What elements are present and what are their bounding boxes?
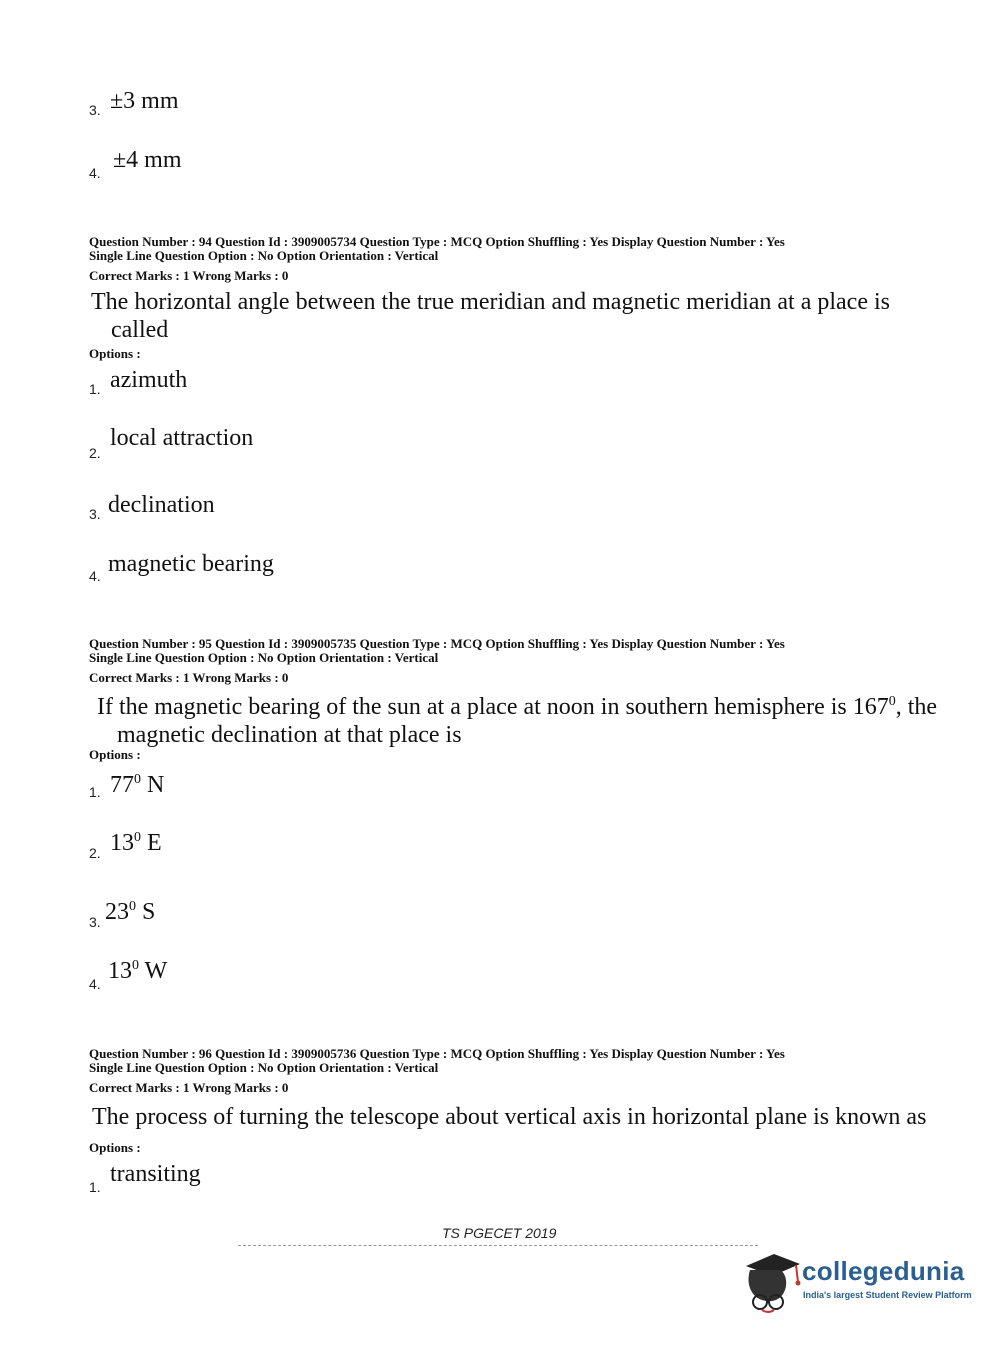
question-block-96 bbox=[89, 1047, 969, 1095]
question-meta: Single Line Question Option : No Option Orientation : Vertical bbox=[89, 650, 439, 665]
option-number: 3. bbox=[89, 914, 101, 930]
option-number: 3. bbox=[89, 102, 101, 118]
option-number: 3. bbox=[89, 506, 101, 522]
option-text: $23^0$ S bbox=[105, 899, 156, 925]
option-text: transiting bbox=[110, 1161, 201, 1187]
question-block-95 bbox=[89, 637, 969, 685]
option-number: 1. bbox=[89, 1179, 101, 1195]
logo-tagline: India's largest Student Review Platform bbox=[803, 1290, 972, 1300]
question-text bbox=[91, 288, 971, 344]
question-text-line: The process of turning the telescope about vertical axis in horizontal plane is known as bbox=[92, 1104, 927, 1130]
option-text: local attraction bbox=[110, 425, 254, 451]
footer-divider bbox=[238, 1245, 758, 1246]
option-number: 2. bbox=[89, 845, 101, 861]
question-block-94 bbox=[89, 235, 969, 283]
option-text: ±4 mm bbox=[113, 147, 182, 173]
question-text-line: The horizontal angle between the true meridian and magnetic meridian at a place is bbox=[91, 289, 890, 315]
option-number: 2. bbox=[89, 445, 101, 461]
question-meta: Single Line Question Option : No Option Orientation : Vertical bbox=[89, 1060, 439, 1075]
question-text bbox=[97, 688, 977, 749]
option-number: 1. bbox=[89, 381, 101, 397]
option-text: $13^0$ W bbox=[108, 958, 168, 984]
option-number: 1. bbox=[89, 784, 101, 800]
question-meta: Question Number : 94 Question Id : 3909005734 Question Type : MCQ Option Shuffling : Yes Display Question Number : Yes bbox=[89, 234, 785, 249]
question-marks: Correct Marks : 1 Wrong Marks : 0 bbox=[89, 268, 289, 283]
option-text: $13^0$ E bbox=[110, 830, 162, 856]
mascot-icon bbox=[740, 1248, 802, 1314]
question-meta: Question Number : 95 Question Id : 3909005735 Question Type : MCQ Option Shuffling : Yes Display Question Number : Yes bbox=[89, 636, 785, 651]
question-marks: Correct Marks : 1 Wrong Marks : 0 bbox=[89, 670, 289, 685]
question-text bbox=[92, 1103, 972, 1131]
options-label: Options : bbox=[89, 1140, 141, 1155]
options-label: Options : bbox=[89, 346, 141, 361]
footer-exam-name: TS PGECET 2019 bbox=[442, 1225, 557, 1241]
question-meta: Single Line Question Option : No Option Orientation : Vertical bbox=[89, 248, 439, 263]
option-text: $77^0$ N bbox=[110, 772, 165, 798]
option-number: 4. bbox=[89, 976, 101, 992]
option-text: magnetic bearing bbox=[108, 551, 274, 577]
question-text-line: magnetic declination at that place is bbox=[117, 722, 462, 748]
options-label: Options : bbox=[89, 747, 141, 762]
option-text: ±3 mm bbox=[110, 88, 179, 114]
question-marks: Correct Marks : 1 Wrong Marks : 0 bbox=[89, 1080, 289, 1095]
option-number: 4. bbox=[89, 568, 101, 584]
option-text: azimuth bbox=[110, 367, 188, 393]
question-text-line: If the magnetic bearing of the sun at a place at noon in southern hemisphere is $167^0$, the bbox=[97, 694, 938, 720]
option-number: 4. bbox=[89, 165, 101, 181]
logo-brand: collegedunia bbox=[802, 1256, 965, 1286]
option-text: declination bbox=[108, 492, 215, 518]
collegedunia-logo bbox=[740, 1248, 980, 1318]
question-text-line: called bbox=[111, 317, 169, 343]
question-meta: Question Number : 96 Question Id : 3909005736 Question Type : MCQ Option Shuffling : Yes Display Question Number : Yes bbox=[89, 1046, 785, 1061]
